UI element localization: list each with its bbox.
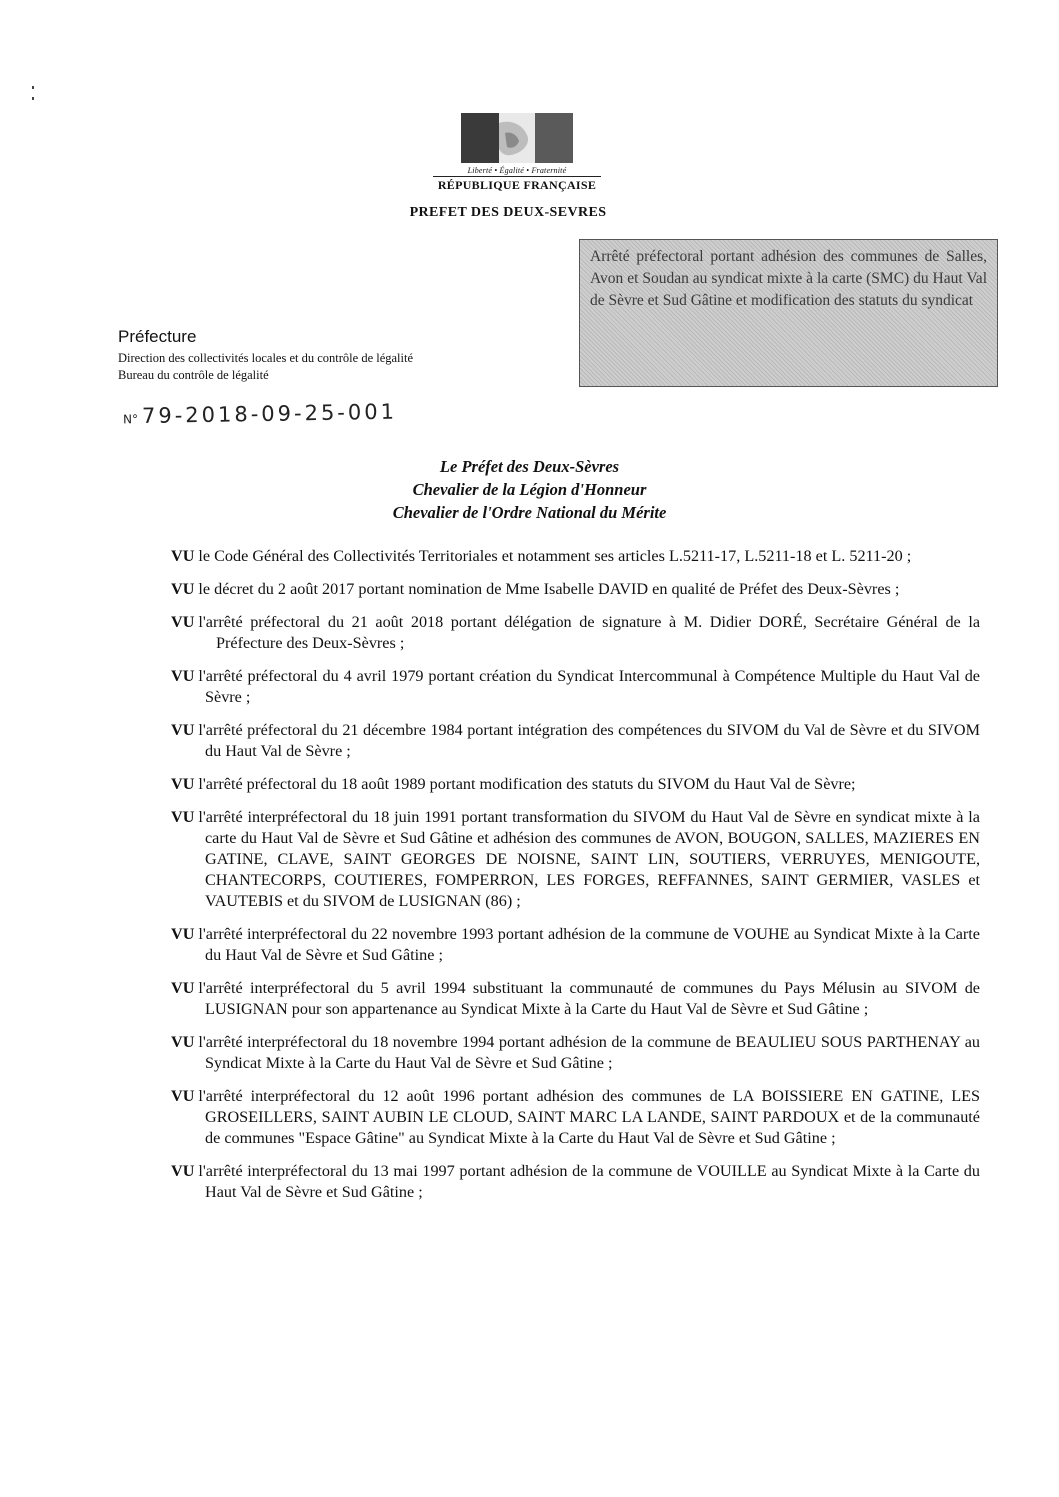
logo-motto: Liberté • Égalité • Fraternité (467, 166, 567, 175)
vu-item (171, 774, 980, 795)
subject-box (579, 239, 998, 387)
prefet-heading (0, 455, 1059, 524)
logo-republic-text: RÉPUBLIQUE FRANÇAISE (433, 176, 601, 193)
vu-text: le décret du 2 août 2017 portant nomination de Mme Isabelle DAVID en qualité de Préfet des Deux-Sèvres ; (198, 580, 900, 598)
prefecture-name: Préfecture (118, 327, 197, 346)
vu-keyword: VU (171, 925, 195, 943)
vu-text: l'arrêté préfectoral du 21 décembre 1984 portant intégration des compétences du SIVOM du Val de Sèvre et du SIVOM du Haut Val de Sèvre ; (198, 721, 980, 760)
vu-keyword: VU (171, 808, 195, 826)
vu-item (171, 1032, 980, 1074)
republic-logo (428, 113, 606, 193)
prefecture-direction-block (118, 350, 413, 384)
vu-text: l'arrêté préfectoral du 18 août 1989 portant modification des statuts du SIVOM du Haut Val de Sèvre; (198, 775, 856, 793)
vu-text: l'arrêté interpréfectoral du 22 novembre 1993 portant adhésion de la commune de VOUHE au Syndicat Mixte à la Carte du Haut Val de Sèvre et Sud Gâtine ; (198, 925, 980, 964)
vu-item (171, 1161, 980, 1203)
vu-item (171, 978, 980, 1020)
vu-text: l'arrêté préfectoral du 4 avril 1979 portant création du Syndicat Intercommunal à Compétence Multiple du Haut Val de Sèvre ; (198, 667, 980, 706)
vu-text: l'arrêté interpréfectoral du 18 juin 1991 portant transformation du SIVOM du Haut Val de Sèvre en syndicat mixte à la carte du Haut Val de Sèvre et Sud Gâtine et adhésion des communes de AVON, BOUGON, SALLES, MAZIERES EN GATINE, CLAVE, SAINT GEORGES DE NOISNE, SAINT LIN, SOUTIERS, VERRUYES, MENIGOUTE, CHANTECORPS, COUTIERES, FOMPERRON, LES FORGES, REFFANNES, SAINT GERMIER, VASLES et VAUTEBIS et du SIVOM de LUSIGNAN (86) ; (198, 808, 980, 910)
vu-list (171, 546, 980, 1215)
vu-keyword: VU (171, 1087, 195, 1105)
vu-text: l'arrêté interpréfectoral du 13 mai 1997 portant adhésion de la commune de VOUILLE au Syndicat Mixte à la Carte du Haut Val de Sèvre et Sud Gâtine ; (198, 1162, 980, 1201)
vu-keyword: VU (171, 1162, 195, 1180)
vu-keyword: VU (171, 547, 195, 565)
vu-keyword: VU (171, 580, 195, 598)
vu-item (171, 612, 980, 654)
scan-speck (32, 97, 34, 100)
marianne-flag-icon (461, 113, 573, 163)
subject-text: Arrêté préfectoral portant adhésion des communes de Salles, Avon et Soudan au syndicat mixte à la carte (SMC) du Haut Val de Sèvre et Sud Gâtine et modification des statuts du syndicat (590, 248, 987, 309)
heading-line-1: Le Préfet des Deux-Sèvres (439, 457, 620, 476)
vu-text: l'arrêté interpréfectoral du 18 novembre 1994 portant adhésion de la commune de BEAULIEU SOUS PARTHENAY au Syndicat Mixte à la Carte du Haut Val de Sèvre et Sud Gâtine ; (198, 1033, 980, 1072)
prefecture-direction: Direction des collectivités locales et du contrôle de légalité (118, 351, 414, 365)
vu-item (171, 720, 980, 762)
vu-keyword: VU (171, 613, 195, 631)
vu-keyword: VU (171, 721, 195, 739)
prefet-title: PREFET DES DEUX-SEVRES (409, 205, 607, 220)
vu-item (171, 1086, 980, 1149)
handwritten-number-prefix: N° (122, 412, 139, 427)
vu-item (171, 924, 980, 966)
vu-keyword: VU (171, 1033, 195, 1051)
prefecture-bureau: Bureau du contrôle de légalité (118, 368, 269, 382)
vu-item (171, 579, 980, 600)
vu-text: l'arrêté interpréfectoral du 12 août 1996 portant adhésion des communes de LA BOISSIERE EN GATINE, LES GROSEILLERS, SAINT AUBIN LE CLOUD, SAINT MARC LA LANDE, SAINT PARDOUX et de la communauté de communes "Espace Gâtine" au Syndicat Mixte à la Carte du Haut Val de Sèvre et Sud Gâtine ; (198, 1087, 980, 1147)
vu-item (171, 666, 980, 708)
vu-text: l'arrêté interpréfectoral du 5 avril 1994 substituant la communauté de communes du Pays Mélusin au SIVOM de LUSIGNAN pour son appartenance au Syndicat Mixte à la Carte du Haut Val de Sèvre et Sud Gâtine ; (198, 979, 980, 1018)
vu-keyword: VU (171, 979, 195, 997)
heading-line-2: Chevalier de la Légion d'Honneur (412, 480, 647, 499)
scan-speck (32, 86, 34, 89)
vu-item (171, 546, 980, 567)
handwritten-act-number (123, 400, 397, 429)
vu-keyword: VU (171, 775, 195, 793)
heading-line-3: Chevalier de l'Ordre National du Mérite (392, 503, 667, 522)
vu-text: l'arrêté préfectoral du 21 août 2018 portant délégation de signature à M. Didier DORÉ, Secrétaire Général de la Préfecture des Deux-Sèvres ; (198, 613, 980, 652)
vu-text: le Code Général des Collectivités Territoriales et notamment ses articles L.5211-17, L.5211-18 et L. 5211-20 ; (198, 547, 912, 565)
vu-item (171, 807, 980, 912)
handwritten-number-value: 79-2018-09-25-001 (141, 399, 398, 429)
vu-keyword: VU (171, 667, 195, 685)
